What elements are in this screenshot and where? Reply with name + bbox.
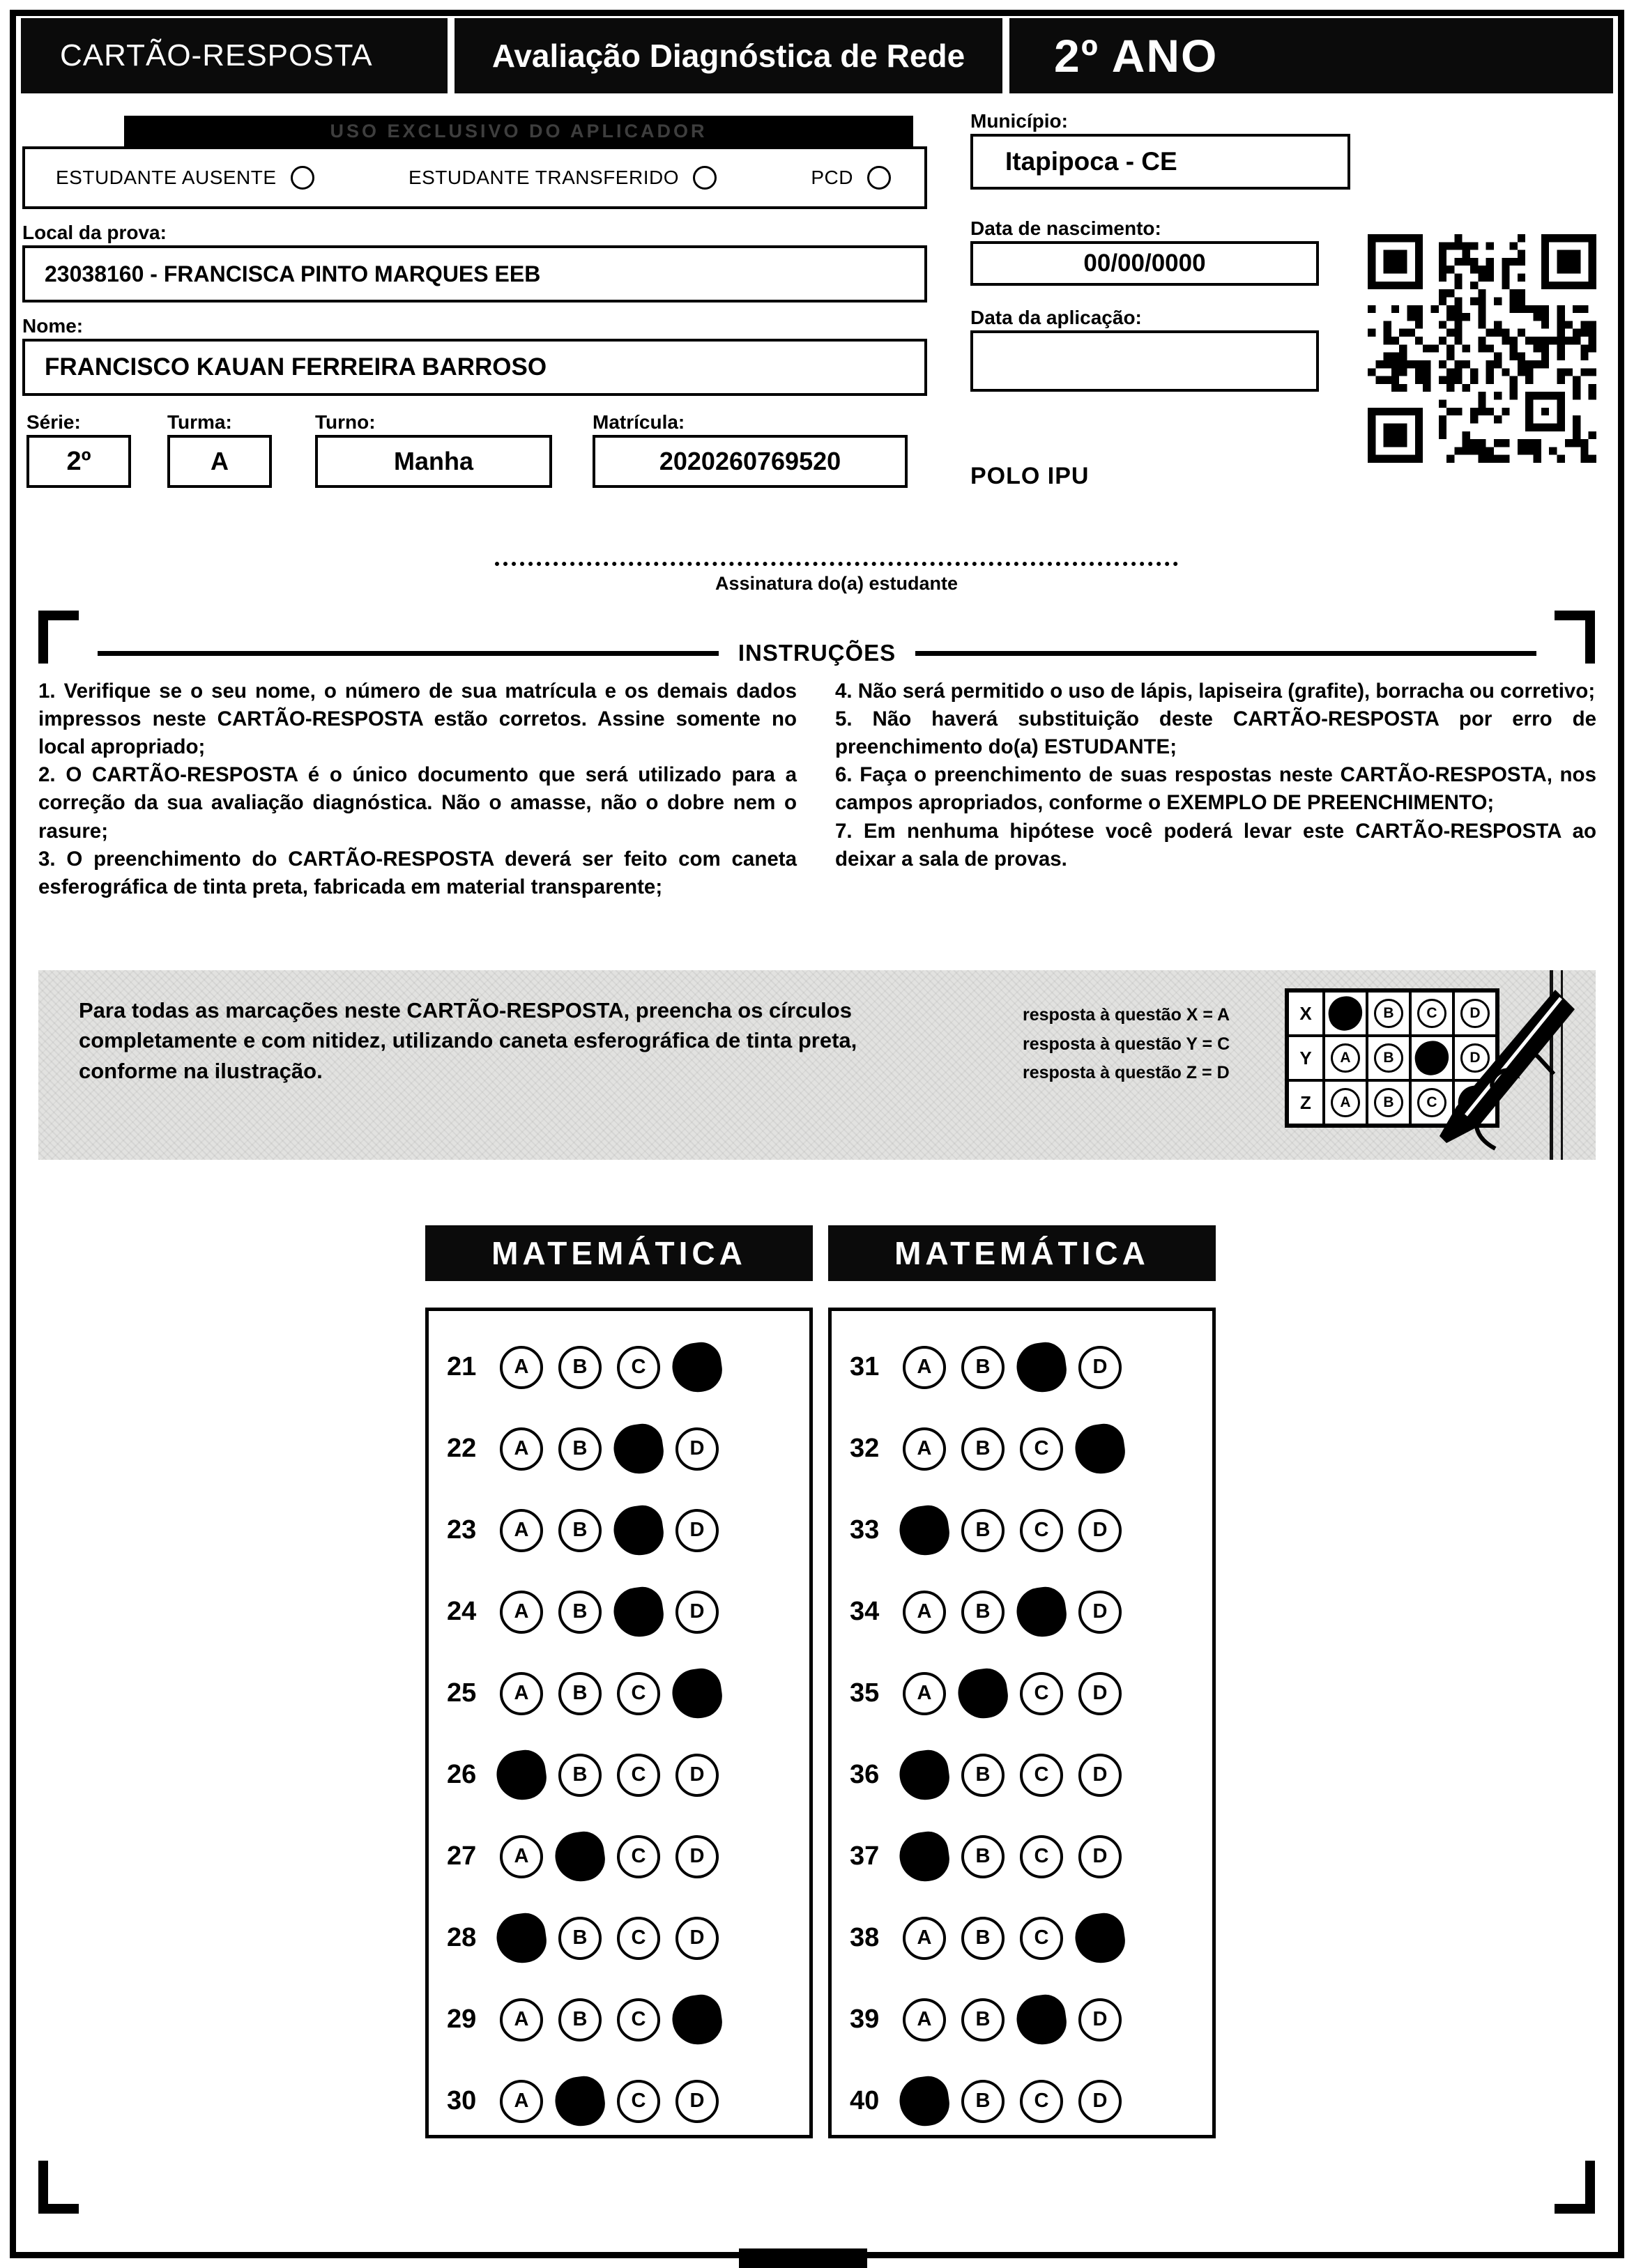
signature-label: Assinatura do(a) estudante bbox=[715, 573, 959, 594]
header bbox=[21, 18, 1613, 93]
local-field: 23038160 - FRANCISCA PINTO MARQUES EEB bbox=[22, 245, 927, 302]
instruction-item: 1. Verifique se o seu nome, o número de sua matrícula e os demais dados impressos neste CARTÃO-RESPOSTA estão corretos. Assine somente no local apropriado; bbox=[38, 680, 797, 759]
question-number: 32 bbox=[850, 1434, 880, 1463]
example-row-label: Y bbox=[1288, 1036, 1324, 1080]
example-bubble-z-b[interactable]: B bbox=[1374, 1088, 1403, 1117]
serie-field: 2º bbox=[26, 435, 131, 488]
example-cell bbox=[1367, 1080, 1410, 1125]
question-row-27 bbox=[429, 1816, 809, 1897]
instruction-item: 5. Não haverá substituição deste CARTÃO-RESPOSTA por erro de preenchimento do(a) ESTUDANTE; bbox=[835, 707, 1596, 759]
answer-bubble-37-c[interactable]: C bbox=[1020, 1835, 1063, 1878]
answer-bubble-25-b[interactable]: B bbox=[558, 1672, 602, 1715]
answer-bubble-38-d[interactable]: D bbox=[1072, 1910, 1128, 1966]
answer-bubble-29-d[interactable]: D bbox=[669, 1992, 725, 2048]
answer-bubble-26-a[interactable]: A bbox=[494, 1747, 549, 1803]
answer-bubble-26-b[interactable]: B bbox=[558, 1754, 602, 1797]
question-row-36 bbox=[832, 1734, 1212, 1816]
question-row-23 bbox=[429, 1489, 809, 1571]
question-number: 38 bbox=[850, 1923, 880, 1952]
pcd-circle[interactable] bbox=[867, 166, 891, 190]
matricula-label: Matrícula: bbox=[593, 411, 685, 433]
answer-bubble-32-c[interactable]: C bbox=[1020, 1427, 1063, 1471]
question-number: 37 bbox=[850, 1841, 880, 1871]
option-label: PCD bbox=[811, 167, 853, 188]
answer-bubble-23-d[interactable]: D bbox=[675, 1509, 719, 1552]
answer-bubble-36-b[interactable]: B bbox=[961, 1754, 1005, 1797]
option-label: ESTUDANTE AUSENTE bbox=[56, 167, 277, 188]
grade-label: 2º ANO bbox=[1009, 18, 1613, 93]
answer-bubble-36-d[interactable]: D bbox=[1078, 1754, 1122, 1797]
example-caption: resposta à questão Z = D bbox=[1023, 1063, 1230, 1082]
answer-bubble-40-b[interactable]: B bbox=[961, 2080, 1005, 2123]
question-number: 25 bbox=[447, 1678, 477, 1708]
exam-name: Avaliação Diagnóstica de Rede bbox=[455, 18, 1002, 93]
bottom-timing-mark bbox=[739, 2248, 867, 2268]
example-bubble-x-d[interactable]: D bbox=[1460, 999, 1490, 1028]
answer-bubble-33-b[interactable]: B bbox=[961, 1509, 1005, 1552]
answer-bubble-29-c[interactable]: C bbox=[617, 1998, 660, 2041]
answer-bubble-40-a[interactable]: A bbox=[896, 2074, 952, 2129]
question-number: 35 bbox=[850, 1678, 880, 1708]
turma-field: A bbox=[167, 435, 272, 488]
instructions-col-left bbox=[38, 677, 797, 901]
answer-bubble-28-c[interactable]: C bbox=[617, 1917, 660, 1960]
estudante-transferido-circle[interactable] bbox=[693, 166, 717, 190]
answer-bubble-27-d[interactable]: D bbox=[675, 1835, 719, 1878]
question-number: 23 bbox=[447, 1515, 477, 1545]
crop-mark-top-left bbox=[38, 611, 79, 664]
section-title-0: MATEMÁTICA bbox=[425, 1225, 813, 1281]
example-cell bbox=[1367, 1036, 1410, 1080]
answer-bubble-40-d[interactable]: D bbox=[1078, 2080, 1122, 2123]
answer-bubble-28-a[interactable]: A bbox=[494, 1910, 549, 1966]
example-bubble-y-a[interactable]: A bbox=[1331, 1043, 1360, 1073]
question-number: 36 bbox=[850, 1760, 880, 1789]
question-row-34 bbox=[832, 1571, 1212, 1653]
example-bubble-z-c[interactable]: C bbox=[1417, 1088, 1446, 1117]
answer-bubble-26-c[interactable]: C bbox=[617, 1754, 660, 1797]
serie-label: Série: bbox=[26, 411, 81, 433]
answer-bubble-38-a[interactable]: A bbox=[903, 1917, 946, 1960]
answer-bubble-30-b[interactable]: B bbox=[552, 2074, 608, 2129]
option-label: ESTUDANTE TRANSFERIDO bbox=[408, 167, 679, 188]
answer-bubble-35-c[interactable]: C bbox=[1020, 1672, 1063, 1715]
turma-label: Turma: bbox=[167, 411, 232, 433]
question-row-39 bbox=[832, 1979, 1212, 2060]
answer-bubble-31-b[interactable]: B bbox=[961, 1346, 1005, 1389]
answer-bubble-32-b[interactable]: B bbox=[961, 1427, 1005, 1471]
answer-bubble-31-d[interactable]: D bbox=[1078, 1346, 1122, 1389]
instructions-col-right bbox=[835, 677, 1596, 873]
answer-bubble-21-d[interactable]: D bbox=[669, 1340, 725, 1395]
answer-grid-1 bbox=[828, 1308, 1216, 2138]
answer-bubble-38-b[interactable]: B bbox=[961, 1917, 1005, 1960]
answer-bubble-27-b[interactable]: B bbox=[552, 1829, 608, 1885]
answer-bubble-39-d[interactable]: D bbox=[1078, 1998, 1122, 2041]
question-number: 28 bbox=[447, 1923, 477, 1952]
answer-bubble-30-a[interactable]: A bbox=[500, 2080, 543, 2123]
answer-bubble-39-b[interactable]: B bbox=[961, 1998, 1005, 2041]
answer-bubble-31-c[interactable]: C bbox=[1014, 1340, 1069, 1395]
estudante-ausente-circle[interactable] bbox=[291, 166, 314, 190]
answer-bubble-23-c[interactable]: C bbox=[611, 1503, 666, 1558]
answer-bubble-33-d[interactable]: D bbox=[1078, 1509, 1122, 1552]
question-number: 22 bbox=[447, 1434, 477, 1463]
answer-bubble-25-c[interactable]: C bbox=[617, 1672, 660, 1715]
divider bbox=[915, 651, 1536, 656]
example-row-label: Z bbox=[1288, 1080, 1324, 1125]
answer-bubble-32-d[interactable]: D bbox=[1072, 1421, 1128, 1477]
example-cell bbox=[1324, 991, 1367, 1036]
question-number: 21 bbox=[447, 1352, 477, 1381]
answer-bubble-27-c[interactable]: C bbox=[617, 1835, 660, 1878]
question-number: 40 bbox=[850, 2086, 880, 2115]
example-caption: resposta à questão Y = C bbox=[1023, 1034, 1230, 1054]
instruction-item: 4. Não será permitido o uso de lápis, lapiseira (grafite), borracha ou corretivo; bbox=[835, 680, 1596, 703]
aplicador-option-estudante-transferido bbox=[408, 166, 717, 190]
question-number: 29 bbox=[447, 2005, 477, 2034]
question-number: 33 bbox=[850, 1515, 880, 1545]
instruction-item: 7. Em nenhuma hipótese você poderá levar este CARTÃO-RESPOSTA ao deixar a sala de provas. bbox=[835, 819, 1596, 871]
example-bubble-y-c[interactable]: C bbox=[1412, 1039, 1451, 1078]
aplicacao-field bbox=[970, 330, 1319, 392]
example-captions bbox=[1023, 1001, 1230, 1088]
answer-bubble-26-d[interactable]: D bbox=[675, 1754, 719, 1797]
question-number: 31 bbox=[850, 1352, 880, 1381]
question-row-37 bbox=[832, 1816, 1212, 1897]
question-row-28 bbox=[429, 1897, 809, 1979]
aplicador-exclusive-bar: USO EXCLUSIVO DO APLICADOR bbox=[124, 116, 913, 146]
question-row-31 bbox=[832, 1326, 1212, 1408]
answer-bubble-27-a[interactable]: A bbox=[500, 1835, 543, 1878]
municipio-field: Itapipoca - CE bbox=[970, 134, 1350, 190]
question-row-40 bbox=[832, 2060, 1212, 2142]
instructions-title: INSTRUÇÕES bbox=[738, 640, 896, 666]
example-bubble-z-a[interactable]: A bbox=[1331, 1088, 1360, 1117]
answer-bubble-22-a[interactable]: A bbox=[500, 1427, 543, 1471]
turno-field: Manha bbox=[315, 435, 552, 488]
question-row-35 bbox=[832, 1653, 1212, 1734]
crop-mark-bottom-right bbox=[1555, 2161, 1595, 2214]
answer-bubble-28-b[interactable]: B bbox=[558, 1917, 602, 1960]
crop-mark-top-right bbox=[1555, 611, 1595, 664]
answer-bubble-34-c[interactable]: C bbox=[1014, 1584, 1069, 1640]
answer-bubble-24-b[interactable]: B bbox=[558, 1591, 602, 1634]
answer-bubble-37-a[interactable]: A bbox=[896, 1829, 952, 1885]
answer-bubble-33-c[interactable]: C bbox=[1020, 1509, 1063, 1552]
turno-label: Turno: bbox=[315, 411, 376, 433]
example-caption: resposta à questão X = A bbox=[1023, 1005, 1230, 1025]
answer-bubble-29-a[interactable]: A bbox=[500, 1998, 543, 2041]
answer-bubble-21-c[interactable]: C bbox=[617, 1346, 660, 1389]
question-row-30 bbox=[429, 2060, 809, 2142]
question-number: 26 bbox=[447, 1760, 477, 1789]
question-row-33 bbox=[832, 1489, 1212, 1571]
polo-label: POLO IPU bbox=[970, 463, 1090, 489]
answer-bubble-34-a[interactable]: A bbox=[903, 1591, 946, 1634]
answer-bubble-35-d[interactable]: D bbox=[1078, 1672, 1122, 1715]
crop-mark-bottom-left bbox=[38, 2161, 79, 2214]
answer-bubble-39-a[interactable]: A bbox=[903, 1998, 946, 2041]
hand-pen-illustration bbox=[1426, 965, 1586, 1151]
local-label: Local da prova: bbox=[22, 222, 167, 243]
answer-bubble-40-c[interactable]: C bbox=[1020, 2080, 1063, 2123]
instructions-header bbox=[98, 640, 1536, 666]
answer-bubble-31-a[interactable]: A bbox=[903, 1346, 946, 1389]
answer-bubble-29-b[interactable]: B bbox=[558, 1998, 602, 2041]
divider bbox=[98, 651, 719, 656]
example-row-label: X bbox=[1288, 991, 1324, 1036]
answer-bubble-22-c[interactable]: C bbox=[611, 1421, 666, 1477]
answer-bubble-24-a[interactable]: A bbox=[500, 1591, 543, 1634]
instruction-item: 3. O preenchimento do CARTÃO-RESPOSTA deverá ser feito com caneta esferográfica de tinta preta, fabricada em material transparente; bbox=[38, 847, 797, 898]
question-number: 30 bbox=[447, 2086, 477, 2115]
qr-code bbox=[1365, 234, 1599, 463]
answer-bubble-35-a[interactable]: A bbox=[903, 1672, 946, 1715]
example-cell bbox=[1367, 991, 1410, 1036]
example-cell bbox=[1324, 1036, 1367, 1080]
example-bubble-x-a[interactable]: A bbox=[1326, 994, 1365, 1033]
answer-bubble-24-d[interactable]: D bbox=[675, 1591, 719, 1634]
answer-bubble-25-a[interactable]: A bbox=[500, 1672, 543, 1715]
question-row-26 bbox=[429, 1734, 809, 1816]
municipio-label: Município: bbox=[970, 110, 1068, 132]
answer-bubble-22-b[interactable]: B bbox=[558, 1427, 602, 1471]
answer-bubble-24-c[interactable]: C bbox=[611, 1584, 666, 1640]
nome-field: FRANCISCO KAUAN FERREIRA BARROSO bbox=[22, 339, 927, 396]
aplicador-option-estudante-ausente bbox=[56, 166, 314, 190]
answer-bubble-30-d[interactable]: D bbox=[675, 2080, 719, 2123]
question-row-38 bbox=[832, 1897, 1212, 1979]
nascimento-field: 00/00/0000 bbox=[970, 241, 1319, 286]
question-number: 27 bbox=[447, 1841, 477, 1871]
instruction-item: 6. Faça o preenchimento de suas respostas neste CARTÃO-RESPOSTA, nos campos apropriados, conforme o EXEMPLO DE PREENCHIMENTO; bbox=[835, 763, 1596, 815]
aplicador-option-pcd bbox=[811, 166, 891, 190]
example-bubble-x-b[interactable]: B bbox=[1374, 999, 1403, 1028]
answer-bubble-21-a[interactable]: A bbox=[500, 1346, 543, 1389]
answer-bubble-33-a[interactable]: A bbox=[896, 1503, 952, 1558]
answer-bubble-35-b[interactable]: B bbox=[955, 1666, 1011, 1722]
answer-bubble-25-d[interactable]: D bbox=[669, 1666, 725, 1722]
question-row-22 bbox=[429, 1408, 809, 1489]
answer-bubble-22-d[interactable]: D bbox=[675, 1427, 719, 1471]
question-number: 39 bbox=[850, 2005, 880, 2034]
sheet-title: CARTÃO-RESPOSTA bbox=[21, 18, 448, 93]
answer-bubble-37-d[interactable]: D bbox=[1078, 1835, 1122, 1878]
example-text: Para todas as marcações neste CARTÃO-RESPOSTA, preencha os círculos completamente e com nitidez, utilizando caneta esferográfica de tinta preta, conforme na ilustração. bbox=[79, 998, 857, 1083]
answer-bubble-34-b[interactable]: B bbox=[961, 1591, 1005, 1634]
answer-bubble-36-c[interactable]: C bbox=[1020, 1754, 1063, 1797]
question-number: 34 bbox=[850, 1597, 880, 1626]
example-box bbox=[38, 970, 1596, 1160]
aplicacao-label: Data da aplicação: bbox=[970, 307, 1142, 328]
question-row-21 bbox=[429, 1326, 809, 1408]
nascimento-label: Data de nascimento: bbox=[970, 217, 1161, 239]
answer-bubble-39-c[interactable]: C bbox=[1014, 1992, 1069, 2048]
question-row-25 bbox=[429, 1653, 809, 1734]
question-row-29 bbox=[429, 1979, 809, 2060]
answer-bubble-36-a[interactable]: A bbox=[896, 1747, 952, 1803]
answer-grid-0 bbox=[425, 1308, 813, 2138]
section-title-1: MATEMÁTICA bbox=[828, 1225, 1216, 1281]
answer-bubble-23-b[interactable]: B bbox=[558, 1509, 602, 1552]
signature-line[interactable] bbox=[495, 562, 1178, 566]
question-row-24 bbox=[429, 1571, 809, 1653]
answer-bubble-23-a[interactable]: A bbox=[500, 1509, 543, 1552]
instruction-item: 2. O CARTÃO-RESPOSTA é o único documento que será utilizado para a correção da sua avaliação diagnóstica. Não o amasse, não o dobre nem o rasure; bbox=[38, 763, 797, 843]
answer-bubble-21-b[interactable]: B bbox=[558, 1346, 602, 1389]
nome-label: Nome: bbox=[22, 315, 84, 337]
answer-bubble-32-a[interactable]: A bbox=[903, 1427, 946, 1471]
answer-bubble-30-c[interactable]: C bbox=[617, 2080, 660, 2123]
answer-bubble-28-d[interactable]: D bbox=[675, 1917, 719, 1960]
example-cell bbox=[1324, 1080, 1367, 1125]
answer-bubble-38-c[interactable]: C bbox=[1020, 1917, 1063, 1960]
example-bubble-y-d[interactable]: D bbox=[1460, 1043, 1490, 1073]
aplicador-box bbox=[22, 146, 927, 209]
example-bubble-x-c[interactable]: C bbox=[1417, 999, 1446, 1028]
answer-bubble-34-d[interactable]: D bbox=[1078, 1591, 1122, 1634]
example-bubble-y-b[interactable]: B bbox=[1374, 1043, 1403, 1073]
matricula-field: 2020260769520 bbox=[593, 435, 908, 488]
question-row-32 bbox=[832, 1408, 1212, 1489]
question-number: 24 bbox=[447, 1597, 477, 1626]
answer-bubble-37-b[interactable]: B bbox=[961, 1835, 1005, 1878]
